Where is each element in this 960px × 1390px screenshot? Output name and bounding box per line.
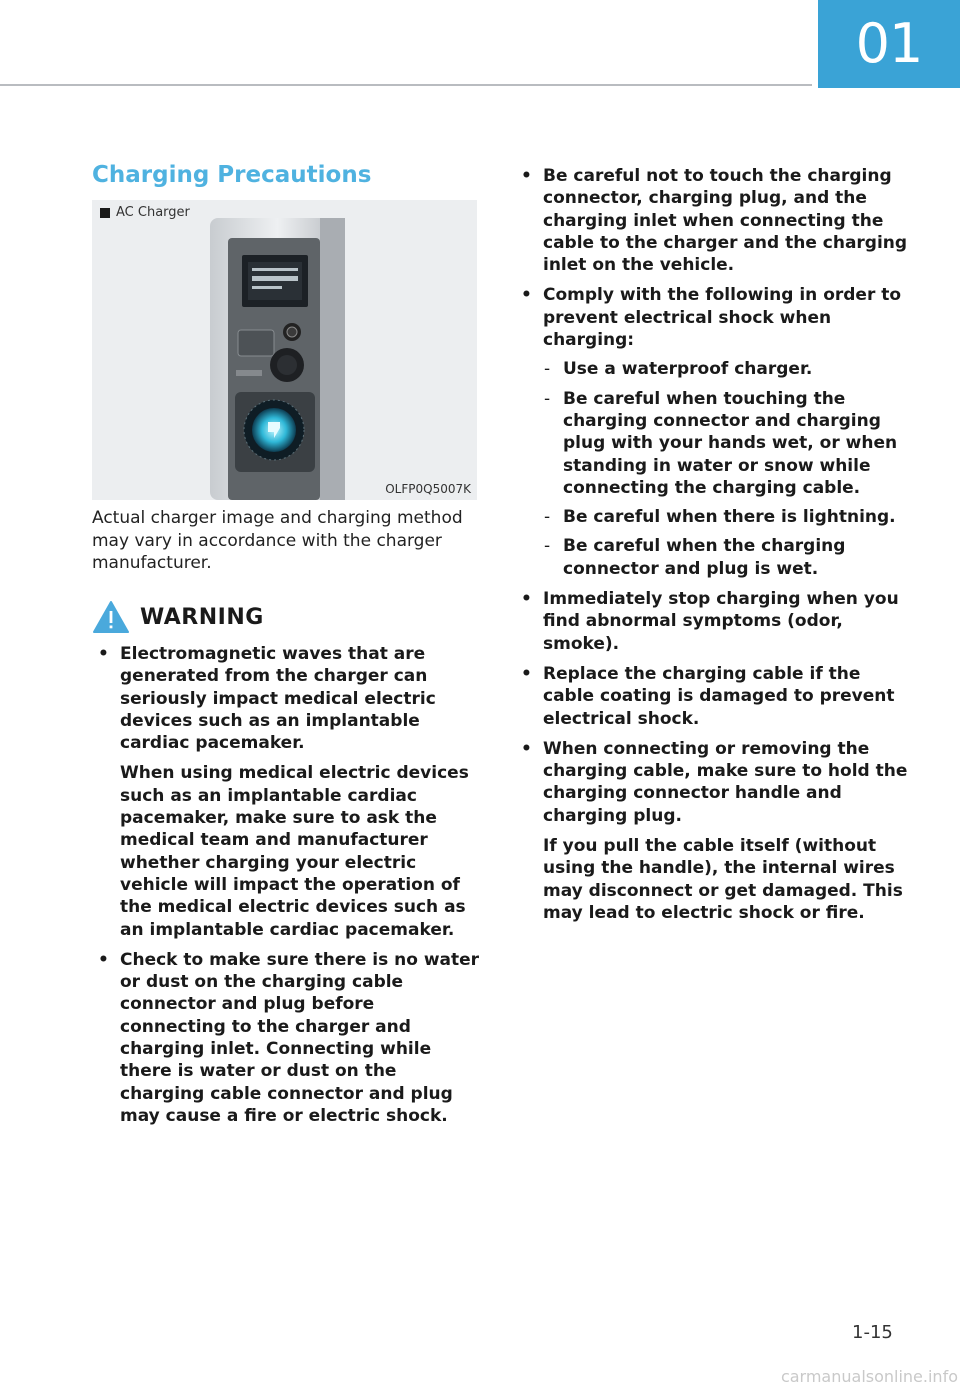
sub-list-item bbox=[543, 535, 909, 580]
warning-list bbox=[96, 643, 482, 1135]
list-item-extra: If you pull the cable itself (without using the handle), the internal wires may disconnect or get damaged. This may lead to electric shock or fire. bbox=[543, 836, 903, 923]
bullet: • bbox=[98, 644, 109, 664]
precaution-list bbox=[519, 165, 909, 932]
warning-header bbox=[92, 600, 264, 634]
dash-marker: - bbox=[544, 359, 551, 380]
sub-list-item-text: Be careful when touching the charging connector and charging plug with your hands wet, or when standing in water or snow while connecting the charging cable. bbox=[563, 388, 898, 498]
list-item-text: Comply with the following in order to prevent electrical shock when charging: bbox=[543, 285, 902, 351]
charger-illustration bbox=[92, 200, 477, 500]
list-item-text: Replace the charging cable if the cable coating is damaged to prevent electrical shock. bbox=[543, 663, 895, 729]
list-item bbox=[519, 284, 909, 580]
list-item-text: Electromagnetic waves that are generated from the charger can seriously impact medical electric devices such as an implantable cardiac pacemaker. bbox=[120, 644, 436, 754]
list-item-text: Check to make sure there is no water or dust on the charging cable connector and plug before connecting to the charger and charging inlet. Connecting while there is water or dust on the charging cable connector and plug may cause a fire or electric shock. bbox=[120, 949, 480, 1126]
figure-note: Actual charger image and charging method may vary in accordance with the charger manufacturer. bbox=[92, 508, 463, 573]
figure-caption bbox=[100, 205, 190, 220]
sub-list-item bbox=[543, 388, 909, 499]
sub-list-item bbox=[543, 358, 909, 380]
list-item bbox=[96, 949, 482, 1127]
bullet: • bbox=[98, 949, 109, 970]
sub-list-item-text: Be careful when the charging connector and plug is wet. bbox=[563, 536, 846, 579]
dash-marker: - bbox=[544, 388, 551, 409]
bullet: • bbox=[521, 285, 532, 306]
sub-list-item-text: Use a waterproof charger. bbox=[563, 359, 813, 380]
bullet: • bbox=[521, 166, 532, 186]
warning-triangle-icon bbox=[92, 600, 130, 634]
list-item bbox=[519, 663, 909, 730]
list-item-text: Be careful not to touch the charging connector, charging plug, and the charging inlet when connecting the cable to the charger and the charging inlet on the vehicle. bbox=[543, 166, 908, 276]
chapter-tab: 01 bbox=[818, 0, 960, 88]
section-title: Charging Precautions bbox=[92, 162, 372, 188]
bullet: • bbox=[521, 589, 532, 610]
figure-caption-text: AC Charger bbox=[116, 205, 190, 220]
dash-marker: - bbox=[544, 507, 551, 528]
charger-figure bbox=[92, 200, 477, 500]
page-number: 1-15 bbox=[852, 1322, 893, 1343]
dash-marker: - bbox=[544, 536, 551, 557]
list-item bbox=[519, 588, 909, 655]
bullet: • bbox=[521, 738, 532, 759]
bullet: • bbox=[521, 663, 532, 684]
sub-list-item bbox=[543, 506, 909, 528]
list-item bbox=[519, 165, 909, 276]
header-rule bbox=[0, 84, 812, 86]
list-item-text: Immediately stop charging when you find abnormal symptoms (odor, smoke). bbox=[543, 589, 899, 654]
sub-list-item-text: Be careful when there is lightning. bbox=[563, 507, 896, 528]
caption-square-icon bbox=[100, 208, 110, 218]
list-item bbox=[96, 643, 482, 941]
warning-title: WARNING bbox=[140, 604, 264, 630]
list-item-extra: When using medical electric devices such as an implantable cardiac pacemaker, make sure to ask the medical team and manufacturer whether charging your electric vehicle will impact the operation of the medical electric devices such as an implantable cardiac pacemaker. bbox=[120, 763, 469, 940]
list-item bbox=[519, 738, 909, 924]
list-item-text: When connecting or removing the charging cable, make sure to hold the charging connector handle and charging plug. bbox=[543, 738, 908, 826]
figure-code: OLFP0Q5007K bbox=[385, 482, 471, 496]
watermark[interactable]: carmanualsonline.info bbox=[780, 1367, 958, 1386]
